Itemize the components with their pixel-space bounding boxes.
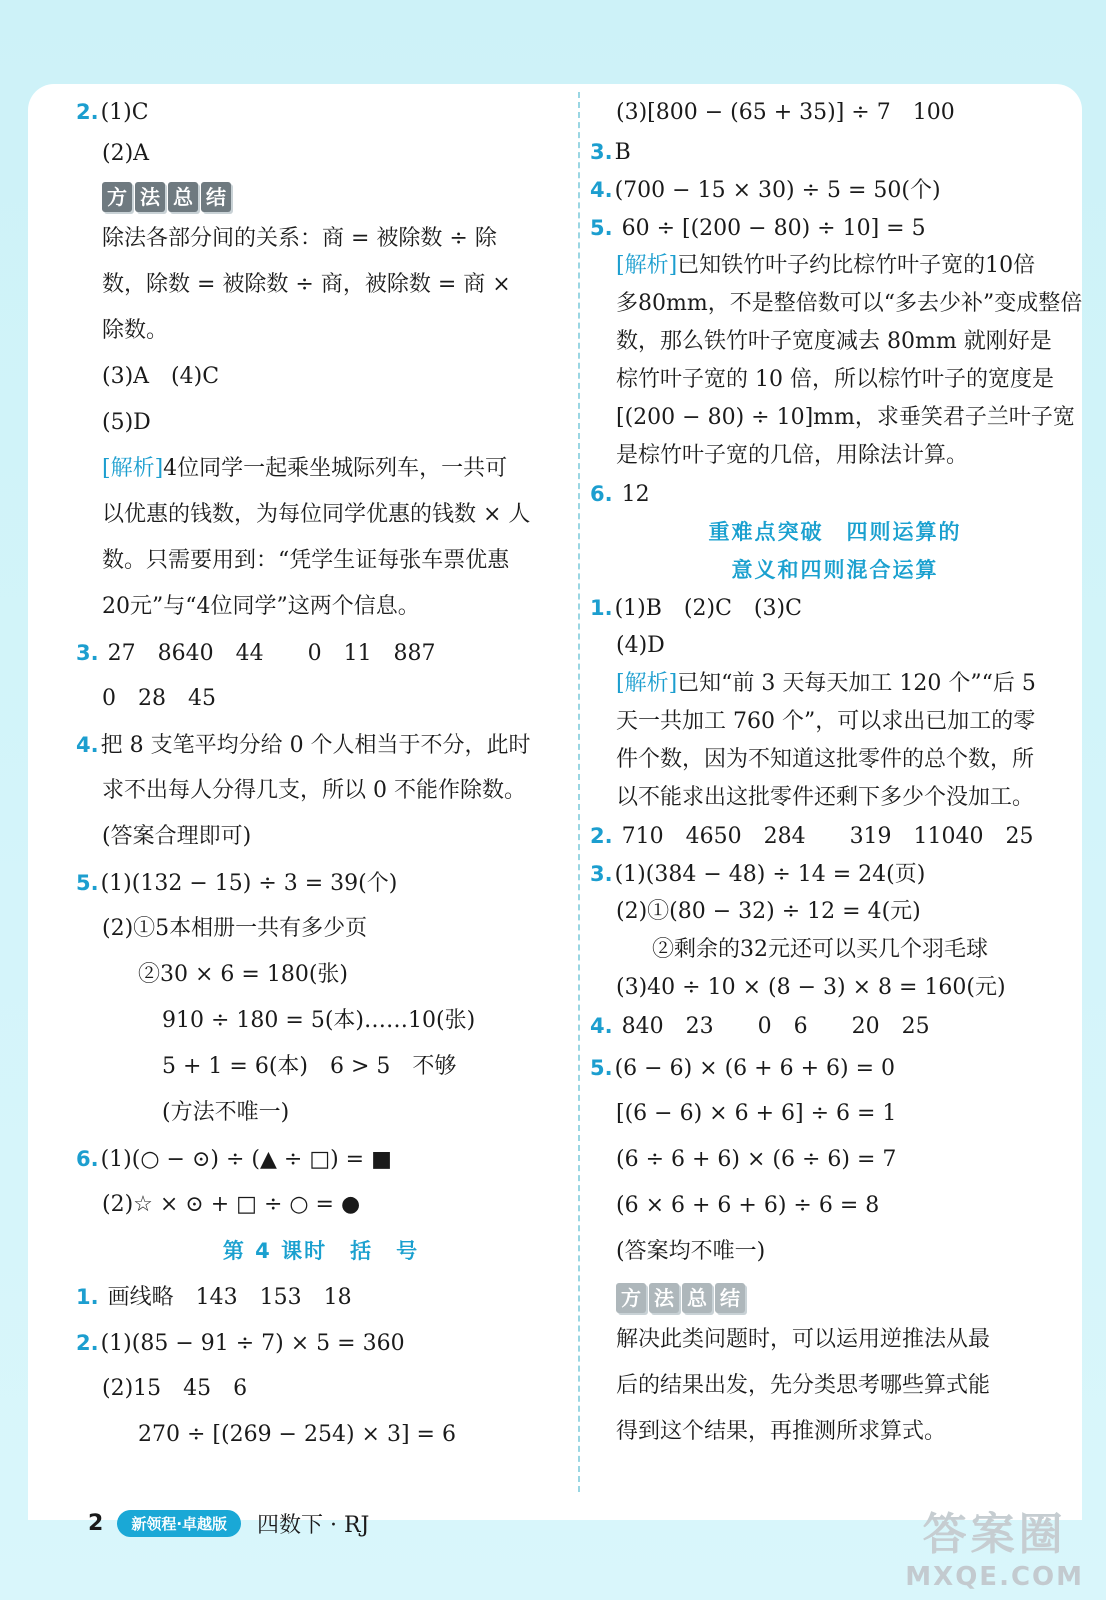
question-number: 5. (590, 216, 613, 240)
answer-text: (1)C (100, 100, 149, 125)
question-number: 6. (590, 482, 613, 506)
analysis-line (590, 665, 1080, 703)
answer-line: (3)40 ÷ 10 × (8 − 3) × 8 = 160(元) (616, 975, 1006, 1000)
banner-char: 法 (135, 182, 165, 212)
right-column (590, 92, 1083, 1455)
answer-line (590, 1007, 1080, 1045)
question-number: 3. (590, 862, 613, 886)
summary-line: 得到这个结果，再推测所求算式。 (616, 1419, 947, 1444)
section-title: 意义和四则混合运算 (731, 558, 939, 582)
answer-text: (1)(○ − ⊙) ÷ (▲ ÷ □) = ■ (100, 1147, 392, 1172)
analysis-line: 以优惠的钱数，为每位同学优惠的钱数 × 人 (102, 502, 531, 527)
watermark (905, 1498, 1084, 1592)
answer-line: (3)[800 − (65 + 35)] ÷ 7 100 (616, 100, 955, 125)
answer-text: (6 − 6) × (6 + 6 + 6) = 0 (614, 1056, 896, 1081)
answer-line (76, 860, 566, 906)
page-footer (88, 1506, 369, 1540)
answer-text: 画线略 143 153 18 (107, 1285, 352, 1310)
analysis-line: 天一共加工 760 个”，可以求出已加工的零 (616, 709, 1036, 734)
answer-line (76, 722, 566, 768)
banner-char: 法 (649, 1283, 679, 1313)
answer-line: (2)①5本相册一共有多少页 (102, 916, 368, 941)
answer-text: 12 (621, 482, 650, 507)
analysis-line: 数，那么铁竹叶子宽度减去 80mm 就刚好是 (616, 329, 1052, 354)
answer-line: (2)☆ × ⊙ + □ ÷ ○ = ● (102, 1192, 361, 1217)
summary-line: 数，除数 = 被除数 ÷ 商，被除数 = 商 × (102, 272, 511, 297)
answer-line: (4)D (616, 633, 665, 658)
answer-line (590, 171, 1080, 209)
summary-line: 除法各部分间的关系：商 = 被除数 ÷ 除 (102, 226, 497, 251)
answer-text: (1)(384 − 48) ÷ 14 = 24(页) (614, 862, 926, 887)
answer-line: [(6 − 6) × 6 + 6] ÷ 6 = 1 (616, 1101, 897, 1126)
analysis-line: 多80mm，不是整倍数可以“多去少补”变成整倍 (616, 291, 1083, 316)
question-number: 6. (76, 1147, 99, 1171)
summary-line: 除数。 (102, 318, 169, 343)
analysis-tag: [解析] (616, 253, 678, 278)
analysis-line: 20元”与“4位同学”这两个信息。 (102, 594, 420, 619)
question-number: 5. (76, 871, 99, 895)
question-number: 4. (590, 178, 613, 202)
answer-line (76, 1274, 566, 1320)
banner-char: 方 (616, 1283, 646, 1313)
answer-line (590, 1045, 1080, 1091)
answer-text: (700 − 15 × 30) ÷ 5 = 50(个) (614, 178, 941, 203)
question-number: 3. (76, 641, 99, 665)
answer-line: (6 ÷ 6 + 6) × (6 ÷ 6) = 7 (616, 1147, 897, 1172)
answer-line (590, 133, 1080, 171)
analysis-text: 已知铁竹叶子约比棕竹叶子宽的10倍 (677, 253, 1036, 278)
answer-line (76, 92, 566, 133)
question-number: 4. (76, 733, 99, 757)
answer-line: (方法不唯一) (162, 1100, 290, 1125)
section-title: 重难点突破 四则运算的 (708, 520, 962, 544)
answer-line: (2)15 45 6 (102, 1376, 248, 1401)
banner-char: 方 (102, 182, 132, 212)
answer-line: ②30 × 6 = 180(张) (138, 962, 348, 987)
question-number: 1. (76, 1285, 99, 1309)
analysis-tag: [解析] (616, 671, 678, 696)
answer-text: 60 ÷ [(200 − 80) ÷ 10] = 5 (621, 216, 926, 241)
answer-line: 910 ÷ 180 = 5(本)……10(张) (162, 1008, 476, 1033)
watermark-title: 答案圈 (922, 1509, 1067, 1560)
answer-text: (1)B (2)C (3)C (614, 596, 802, 621)
answer-line (76, 630, 566, 676)
answer-text: (1)(132 − 15) ÷ 3 = 39(个) (100, 871, 398, 896)
answer-line: 求不出每人分得几支，所以 0 不能作除数。 (102, 778, 526, 803)
method-summary-banner (102, 182, 231, 212)
method-summary-banner (616, 1283, 745, 1313)
answer-line: (答案合理即可) (102, 824, 252, 849)
answer-line: (答案均不唯一) (616, 1239, 766, 1264)
question-number: 5. (590, 1056, 613, 1080)
banner-char: 结 (201, 182, 231, 212)
analysis-line: 棕竹叶子宽的 10 倍，所以棕竹叶子的宽度是 (616, 367, 1054, 392)
column-divider (578, 92, 580, 1492)
left-column (76, 92, 566, 1458)
answer-line: (5)D (102, 410, 151, 435)
summary-line: 解决此类问题时，可以运用逆推法从最 (616, 1327, 991, 1352)
answer-line: (2)A (102, 141, 150, 166)
question-number: 4. (590, 1014, 613, 1038)
section-title: 第 4 课时 括 号 (222, 1239, 420, 1263)
answer-line (590, 817, 1080, 855)
answer-line: ②剩余的32元还可以买几个羽毛球 (652, 937, 988, 962)
summary-line: 后的结果出发，先分类思考哪些算式能 (616, 1373, 991, 1398)
analysis-tag: [解析] (102, 456, 164, 481)
answer-line: 5 + 1 = 6(本) 6 > 5 不够 (162, 1054, 457, 1079)
banner-char: 总 (168, 182, 198, 212)
question-number: 2. (590, 824, 613, 848)
banner-char: 结 (715, 1283, 745, 1313)
analysis-text: 已知“前 3 天每天加工 120 个”“后 5 (677, 671, 1036, 696)
answer-line (76, 1320, 566, 1366)
answer-line: 0 28 45 (102, 686, 216, 711)
question-number: 2. (76, 1331, 99, 1355)
answer-text: 840 23 0 6 20 25 (621, 1014, 930, 1039)
answer-text: 710 4650 284 319 11040 25 (621, 824, 1034, 849)
answer-line: 270 ÷ [(269 − 254) × 3] = 6 (138, 1422, 456, 1447)
answer-line (590, 475, 1080, 513)
analysis-line: 件个数，因为不知道这批零件的总个数，所 (616, 747, 1035, 772)
answer-text: B (614, 140, 631, 165)
answer-line (590, 855, 1080, 893)
answer-line (590, 589, 1080, 627)
question-number: 2. (76, 100, 99, 124)
analysis-line: 以不能求出这批零件还剩下多少个没加工。 (616, 785, 1035, 810)
analysis-text: 4位同学一起乘坐城际列车，一共可 (163, 456, 508, 481)
analysis-line: 是棕竹叶子宽的几倍，用除法计算。 (616, 443, 969, 468)
analysis-line (590, 247, 1080, 285)
answer-line (76, 1136, 566, 1182)
brand-badge: 新领程·卓越版 (117, 1510, 241, 1537)
analysis-line: [(200 − 80) ÷ 10]mm，求垂笑君子兰叶子宽 (616, 405, 1075, 430)
question-number: 1. (590, 596, 613, 620)
answer-line (590, 209, 1080, 247)
answer-text: 把 8 支笔平均分给 0 个人相当于不分，此时 (100, 733, 531, 758)
question-number: 3. (590, 140, 613, 164)
watermark-url: MXQE.COM (905, 1562, 1084, 1592)
analysis-line (76, 446, 566, 492)
answer-line: (2)①(80 − 32) ÷ 12 = 4(元) (616, 899, 921, 924)
page-number: 2 (88, 1510, 104, 1536)
answer-line: (3)A (4)C (102, 364, 220, 389)
subject-label: 四数下 · RJ (257, 1512, 370, 1538)
analysis-line: 数。只需要用到：“凭学生证每张车票优惠 (102, 548, 510, 573)
answer-text: 27 8640 44 0 11 887 (107, 641, 436, 666)
banner-char: 总 (682, 1283, 712, 1313)
answer-line: (6 × 6 + 6 + 6) ÷ 6 = 8 (616, 1193, 880, 1218)
answer-text: (1)(85 − 91 ÷ 7) × 5 = 360 (100, 1331, 405, 1356)
